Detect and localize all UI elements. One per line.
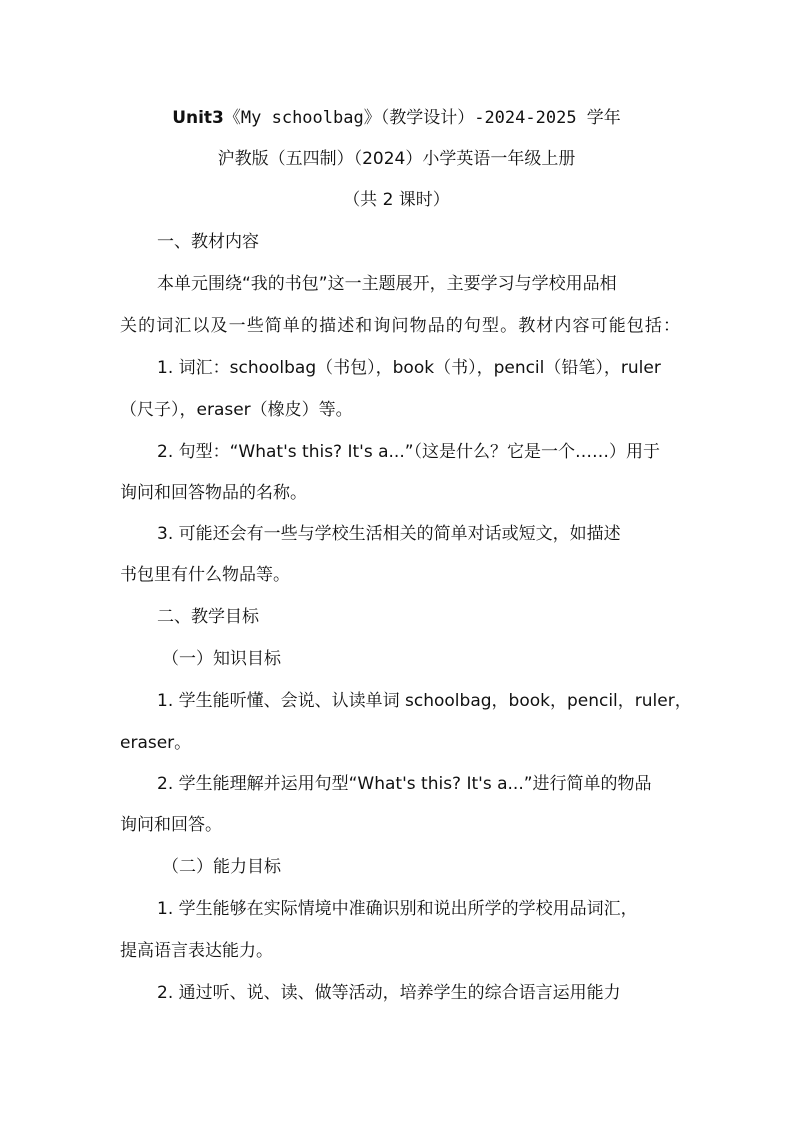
subsection-heading-ability: （二）能力目标 — [162, 857, 281, 877]
list-item-line: 2. 句型：“What's this? It's a...”（这是什么？它是一个……）用于 — [157, 442, 661, 462]
title-unit: Unit3 — [172, 108, 224, 128]
list-item-line: 书包里有什么物品等。 — [120, 565, 290, 585]
section-heading-goals: 二、教学目标 — [157, 607, 259, 627]
list-item-line: 询问和回答物品的名称。 — [120, 483, 307, 503]
title-rest: 《My schoolbag》（教学设计）-2024-2025 学年 — [223, 108, 621, 128]
list-item-line: 2. 通过听、说、读、做等活动，培养学生的综合语言运用能力 — [157, 983, 621, 1003]
list-item-line: 1. 学生能听懂、会说、认读单词 schoolbag，book，pencil，ruler， — [157, 691, 692, 711]
lesson-count: （共 2 课时） — [343, 190, 450, 210]
list-item-line: （尺子），eraser（橡皮）等。 — [120, 400, 353, 420]
list-item-line: 提高语言表达能力。 — [120, 941, 273, 961]
document-subtitle: 沪教版（五四制）（2024）小学英语一年级上册 — [217, 149, 576, 169]
list-item-line: 2. 学生能理解并运用句型“What's this? It's a...”进行简单的物品 — [157, 774, 652, 794]
paragraph-line: 关的词汇以及一些简单的描述和询问物品的句型。教材内容可能包括： — [120, 316, 680, 336]
section-heading-content: 一、教材内容 — [157, 232, 259, 252]
list-item-line: 1. 学生能够在实际情境中准确识别和说出所学的学校用品词汇， — [157, 899, 638, 919]
list-item-line: 3. 可能还会有一些与学校生活相关的简单对话或短文，如描述 — [157, 524, 621, 544]
subsection-heading-knowledge: （一）知识目标 — [162, 649, 281, 669]
list-item-line: 1. 词汇：schoolbag（书包），book（书），pencil（铅笔），ruler — [157, 358, 661, 378]
paragraph-line: 本单元围绕“我的书包”这一主题展开，主要学习与学校用品相 — [157, 274, 617, 294]
document-title — [0, 107, 793, 129]
list-item-line: 询问和回答。 — [120, 815, 222, 835]
list-item-line: eraser。 — [120, 733, 192, 753]
